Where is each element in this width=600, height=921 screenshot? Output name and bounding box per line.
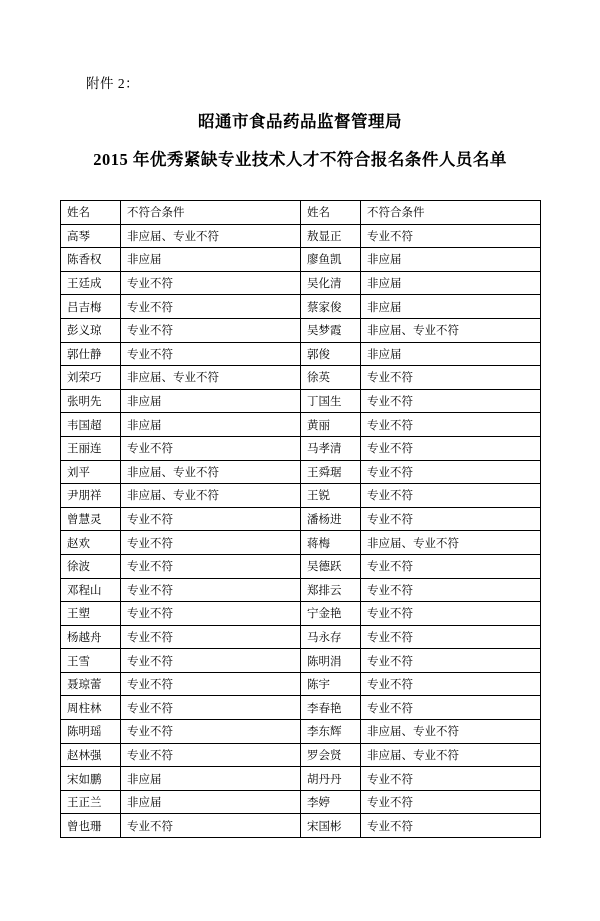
cell-reason-right: 专业不符 bbox=[361, 366, 541, 390]
cell-name-right: 徐英 bbox=[301, 366, 361, 390]
cell-name-right: 黄丽 bbox=[301, 413, 361, 437]
table-row bbox=[61, 271, 541, 295]
cell-reason-left: 专业不符 bbox=[121, 318, 301, 342]
table-row bbox=[61, 366, 541, 390]
cell-reason-left: 专业不符 bbox=[121, 578, 301, 602]
cell-reason-right: 专业不符 bbox=[361, 436, 541, 460]
cell-name-right: 吴德跃 bbox=[301, 554, 361, 578]
cell-reason-left: 专业不符 bbox=[121, 602, 301, 626]
table-row bbox=[61, 507, 541, 531]
cell-reason-right: 非应届、专业不符 bbox=[361, 318, 541, 342]
name-list-table bbox=[60, 200, 541, 838]
document-page bbox=[0, 72, 600, 921]
cell-reason-right: 专业不符 bbox=[361, 554, 541, 578]
table-row bbox=[61, 696, 541, 720]
table-row bbox=[61, 389, 541, 413]
cell-name-right: 李春艳 bbox=[301, 696, 361, 720]
table-row bbox=[61, 672, 541, 696]
cell-reason-left: 非应届、专业不符 bbox=[121, 366, 301, 390]
table-header bbox=[61, 201, 541, 225]
cell-reason-right: 非应届 bbox=[361, 342, 541, 366]
cell-reason-left: 非应届 bbox=[121, 790, 301, 814]
table-row bbox=[61, 790, 541, 814]
cell-reason-right: 专业不符 bbox=[361, 649, 541, 673]
table-row bbox=[61, 720, 541, 744]
table-row bbox=[61, 460, 541, 484]
cell-reason-right: 非应届 bbox=[361, 271, 541, 295]
cell-reason-right: 非应届、专业不符 bbox=[361, 531, 541, 555]
table-row bbox=[61, 625, 541, 649]
cell-reason-left: 专业不符 bbox=[121, 554, 301, 578]
cell-reason-left: 专业不符 bbox=[121, 436, 301, 460]
cell-reason-left: 非应届、专业不符 bbox=[121, 460, 301, 484]
cell-name-left: 陈明瑶 bbox=[61, 720, 121, 744]
table-row bbox=[61, 248, 541, 272]
cell-reason-left: 专业不符 bbox=[121, 507, 301, 531]
table-body bbox=[61, 224, 541, 837]
cell-reason-right: 专业不符 bbox=[361, 767, 541, 791]
cell-name-right: 潘杨进 bbox=[301, 507, 361, 531]
cell-reason-left: 专业不符 bbox=[121, 696, 301, 720]
cell-name-left: 王丽连 bbox=[61, 436, 121, 460]
cell-name-left: 刘荣巧 bbox=[61, 366, 121, 390]
cell-reason-left: 专业不符 bbox=[121, 649, 301, 673]
cell-reason-left: 专业不符 bbox=[121, 672, 301, 696]
cell-name-left: 刘平 bbox=[61, 460, 121, 484]
cell-name-left: 王正兰 bbox=[61, 790, 121, 814]
table-row bbox=[61, 318, 541, 342]
cell-name-left: 陈香权 bbox=[61, 248, 121, 272]
cell-name-left: 韦国超 bbox=[61, 413, 121, 437]
cell-reason-right: 非应届、专业不符 bbox=[361, 720, 541, 744]
cell-reason-right: 专业不符 bbox=[361, 625, 541, 649]
cell-name-left: 吕吉梅 bbox=[61, 295, 121, 319]
cell-name-left: 杨越舟 bbox=[61, 625, 121, 649]
cell-name-right: 宁金艳 bbox=[301, 602, 361, 626]
table-header-row bbox=[61, 201, 541, 225]
table-row bbox=[61, 743, 541, 767]
cell-name-right: 郭俊 bbox=[301, 342, 361, 366]
cell-reason-left: 专业不符 bbox=[121, 531, 301, 555]
table-row bbox=[61, 554, 541, 578]
column-header-reason-1: 不符合条件 bbox=[121, 201, 301, 225]
cell-reason-left: 专业不符 bbox=[121, 743, 301, 767]
cell-reason-right: 专业不符 bbox=[361, 484, 541, 508]
cell-reason-left: 专业不符 bbox=[121, 814, 301, 838]
name-list-table-container bbox=[60, 200, 540, 838]
cell-name-right: 蒋梅 bbox=[301, 531, 361, 555]
cell-name-right: 李婷 bbox=[301, 790, 361, 814]
table-row bbox=[61, 484, 541, 508]
cell-name-right: 廖鱼凯 bbox=[301, 248, 361, 272]
cell-name-left: 王塑 bbox=[61, 602, 121, 626]
column-header-reason-2: 不符合条件 bbox=[361, 201, 541, 225]
cell-reason-left: 专业不符 bbox=[121, 720, 301, 744]
cell-reason-right: 专业不符 bbox=[361, 389, 541, 413]
page-subtitle: 2015 年优秀紧缺专业技术人才不符合报名条件人员名单 bbox=[93, 150, 507, 169]
cell-name-left: 张明先 bbox=[61, 389, 121, 413]
cell-reason-right: 专业不符 bbox=[361, 224, 541, 248]
cell-name-left: 周柱林 bbox=[61, 696, 121, 720]
cell-reason-left: 专业不符 bbox=[121, 295, 301, 319]
cell-name-right: 王舜琚 bbox=[301, 460, 361, 484]
cell-name-right: 吴化清 bbox=[301, 271, 361, 295]
cell-name-left: 王雪 bbox=[61, 649, 121, 673]
cell-name-right: 敖显正 bbox=[301, 224, 361, 248]
cell-name-right: 郑排云 bbox=[301, 578, 361, 602]
cell-reason-right: 专业不符 bbox=[361, 413, 541, 437]
cell-name-left: 赵林强 bbox=[61, 743, 121, 767]
cell-name-left: 郭仕静 bbox=[61, 342, 121, 366]
column-header-name-1: 姓名 bbox=[61, 201, 121, 225]
table-row bbox=[61, 224, 541, 248]
table-row bbox=[61, 602, 541, 626]
table-row bbox=[61, 649, 541, 673]
cell-reason-left: 专业不符 bbox=[121, 625, 301, 649]
cell-reason-right: 非应届 bbox=[361, 248, 541, 272]
column-header-name-2: 姓名 bbox=[301, 201, 361, 225]
attachment-label: 附件 2： bbox=[86, 76, 140, 91]
cell-name-left: 高琴 bbox=[61, 224, 121, 248]
cell-name-left: 曾也珊 bbox=[61, 814, 121, 838]
cell-name-left: 赵欢 bbox=[61, 531, 121, 555]
cell-reason-left: 非应届 bbox=[121, 389, 301, 413]
cell-name-left: 曾慧灵 bbox=[61, 507, 121, 531]
cell-reason-right: 专业不符 bbox=[361, 814, 541, 838]
cell-reason-left: 非应届 bbox=[121, 248, 301, 272]
table-row bbox=[61, 413, 541, 437]
cell-name-left: 徐波 bbox=[61, 554, 121, 578]
cell-reason-right: 专业不符 bbox=[361, 696, 541, 720]
cell-name-right: 陈明涓 bbox=[301, 649, 361, 673]
table-row bbox=[61, 531, 541, 555]
cell-name-right: 罗会贤 bbox=[301, 743, 361, 767]
table-row bbox=[61, 578, 541, 602]
cell-name-right: 蔡家俊 bbox=[301, 295, 361, 319]
cell-reason-right: 非应届 bbox=[361, 295, 541, 319]
cell-reason-left: 非应届 bbox=[121, 767, 301, 791]
cell-reason-right: 专业不符 bbox=[361, 460, 541, 484]
cell-name-right: 吴梦霞 bbox=[301, 318, 361, 342]
cell-name-left: 彭义琼 bbox=[61, 318, 121, 342]
page-title: 昭通市食品药品监督管理局 bbox=[198, 112, 402, 131]
cell-name-right: 丁国生 bbox=[301, 389, 361, 413]
cell-name-right: 马孝清 bbox=[301, 436, 361, 460]
cell-reason-right: 非应届、专业不符 bbox=[361, 743, 541, 767]
cell-reason-left: 非应届、专业不符 bbox=[121, 484, 301, 508]
table-row bbox=[61, 436, 541, 460]
cell-reason-right: 专业不符 bbox=[361, 602, 541, 626]
table-row bbox=[61, 295, 541, 319]
cell-name-left: 尹朋祥 bbox=[61, 484, 121, 508]
cell-name-right: 胡丹丹 bbox=[301, 767, 361, 791]
cell-reason-right: 专业不符 bbox=[361, 507, 541, 531]
table-row bbox=[61, 814, 541, 838]
cell-reason-left: 非应届 bbox=[121, 413, 301, 437]
cell-reason-right: 专业不符 bbox=[361, 672, 541, 696]
cell-reason-left: 专业不符 bbox=[121, 271, 301, 295]
cell-name-left: 王廷成 bbox=[61, 271, 121, 295]
cell-name-left: 邓程山 bbox=[61, 578, 121, 602]
cell-name-left: 聂琼蕾 bbox=[61, 672, 121, 696]
table-row bbox=[61, 767, 541, 791]
table-row bbox=[61, 342, 541, 366]
cell-name-right: 陈宇 bbox=[301, 672, 361, 696]
cell-reason-left: 专业不符 bbox=[121, 342, 301, 366]
cell-name-right: 马永存 bbox=[301, 625, 361, 649]
cell-name-right: 宋国彬 bbox=[301, 814, 361, 838]
cell-reason-right: 专业不符 bbox=[361, 578, 541, 602]
cell-reason-left: 非应届、专业不符 bbox=[121, 224, 301, 248]
cell-name-left: 宋如鹏 bbox=[61, 767, 121, 791]
cell-reason-right: 专业不符 bbox=[361, 790, 541, 814]
cell-name-right: 李东辉 bbox=[301, 720, 361, 744]
cell-name-right: 王锐 bbox=[301, 484, 361, 508]
